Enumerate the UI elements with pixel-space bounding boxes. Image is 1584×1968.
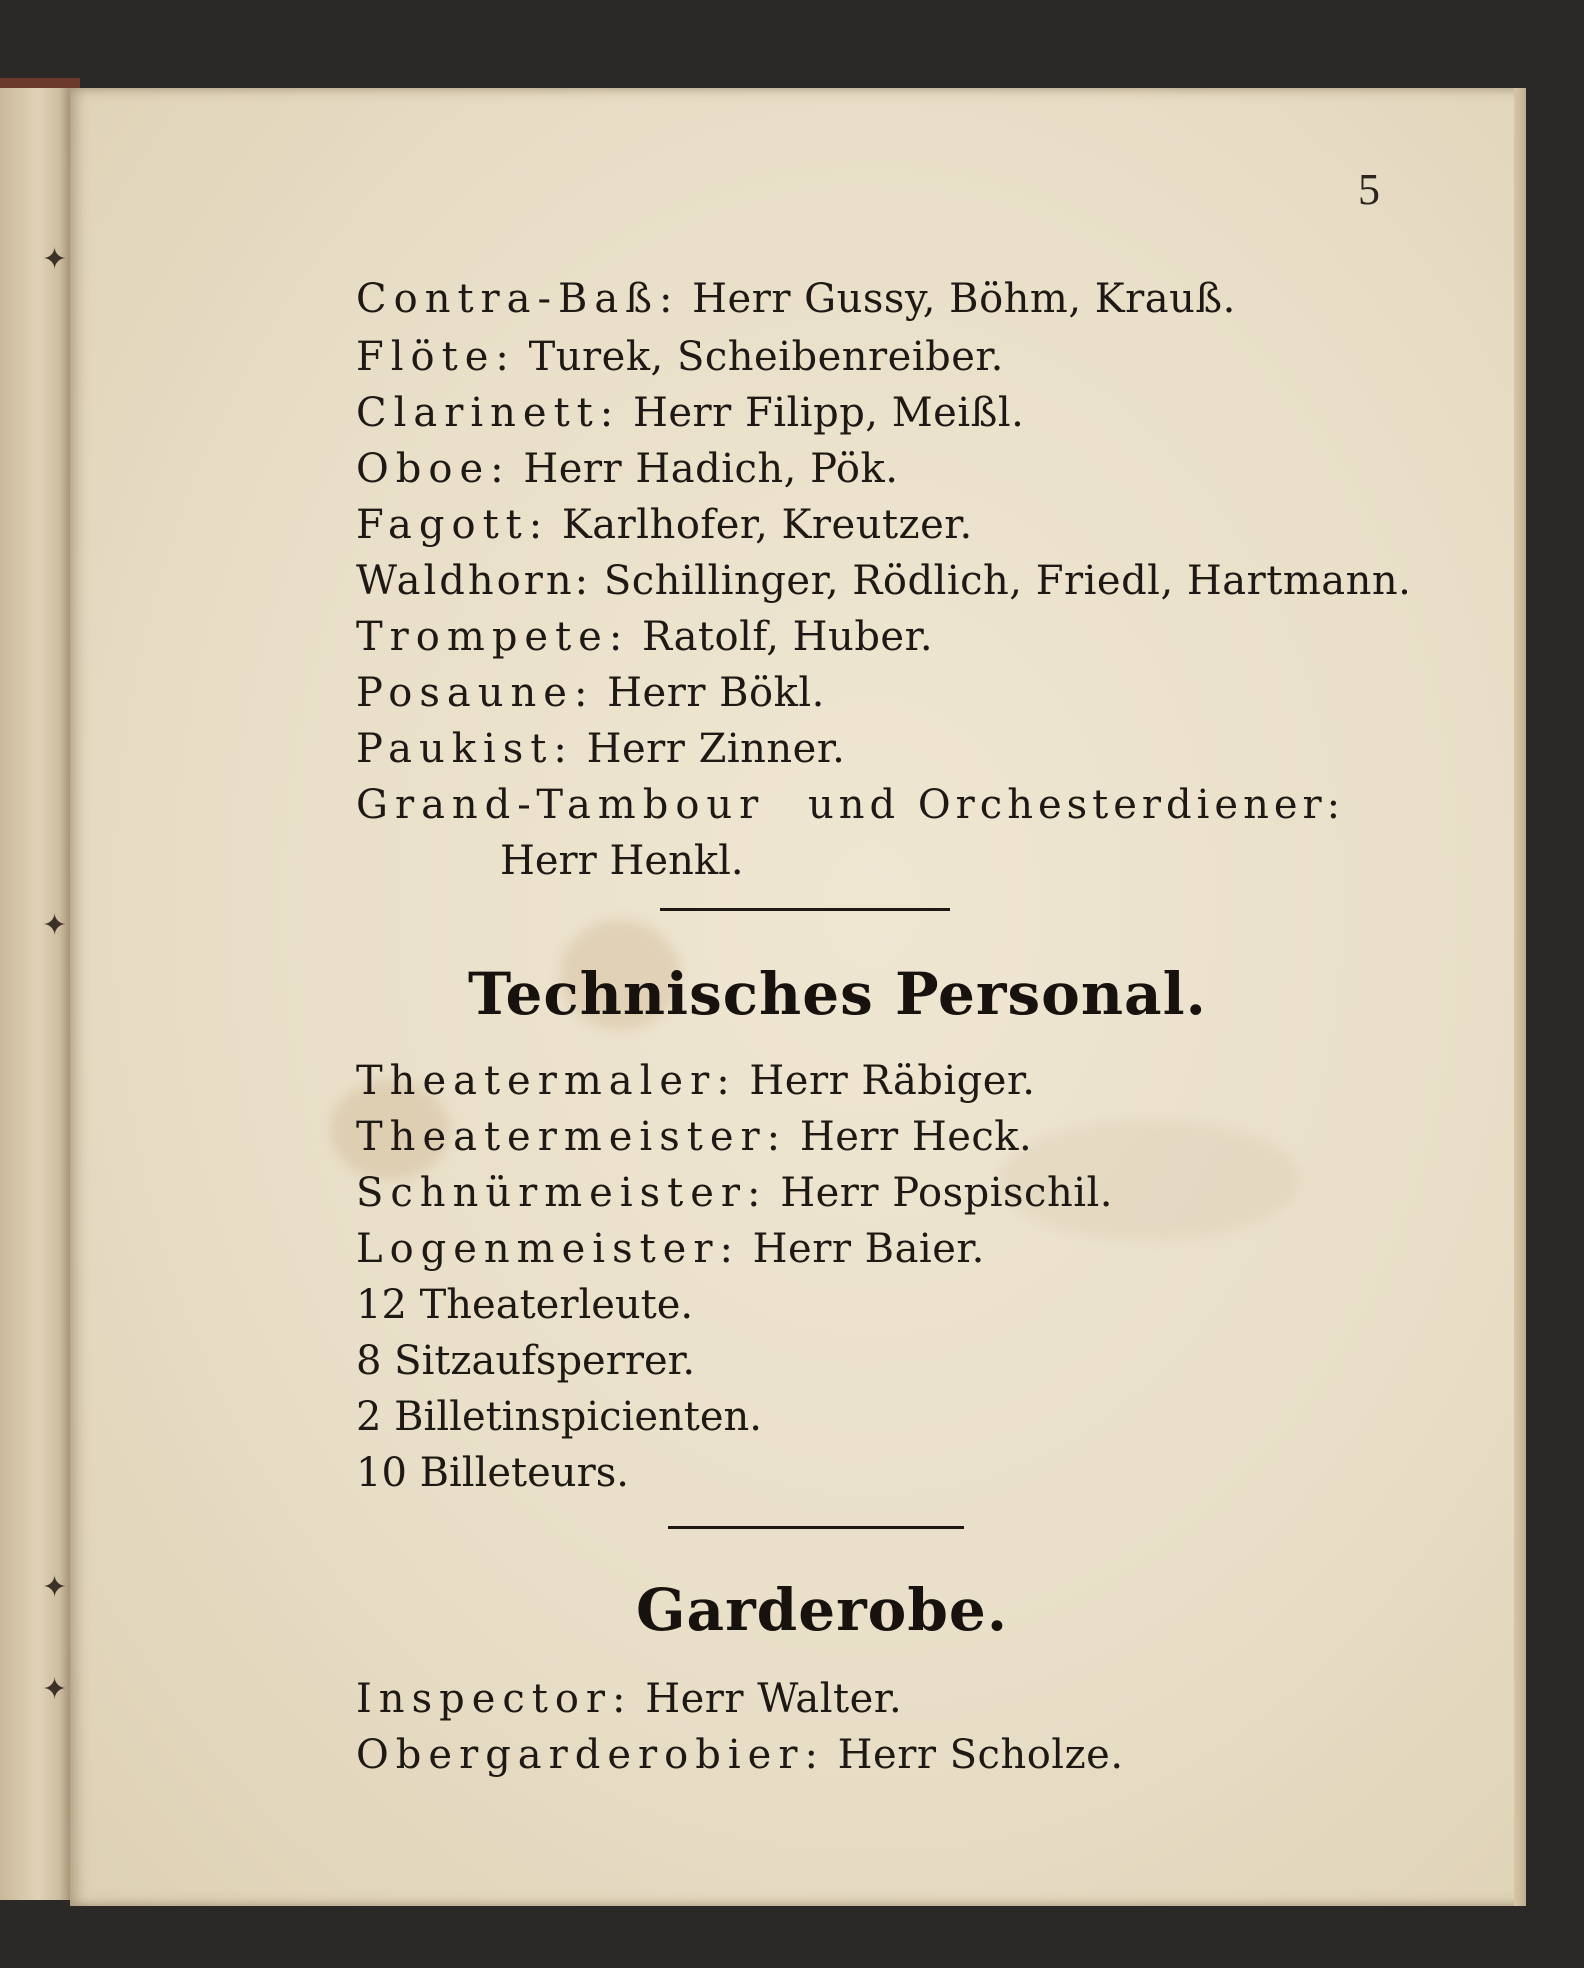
entry-role: Flöte:: [356, 334, 516, 380]
entry-role: Grand-Tambour: [356, 782, 766, 828]
entry-names: Herr Heck.: [799, 1114, 1033, 1160]
entry-role: Logenmeister:: [356, 1226, 740, 1272]
entry-names: Herr Filipp, Meißl.: [632, 390, 1025, 436]
staff-count: 8 Sitzaufsperrer.: [356, 1338, 696, 1384]
binding-edge: [0, 78, 80, 88]
technical-entry: [356, 1166, 1113, 1220]
orchestra-entry: [356, 778, 1345, 832]
entry-role: Paukist:: [356, 726, 574, 772]
entry-role: Contra-Baß:: [356, 276, 680, 322]
technical-entry: [356, 1054, 1035, 1108]
left-page-edge: [0, 78, 72, 1900]
technical-entry: [356, 1222, 985, 1276]
entry-names: Herr Baier.: [752, 1226, 985, 1272]
entry-names: Herr Scholze.: [837, 1732, 1124, 1778]
entry-role: Waldhorn:: [356, 558, 592, 604]
entry-names: Ratolf, Huber.: [642, 614, 934, 660]
entry-names: Herr Walter.: [645, 1676, 903, 1722]
staff-count: 10 Billeteurs.: [356, 1450, 629, 1496]
orchestra-entry: [356, 272, 1236, 326]
section-heading: Garderobe.: [636, 1576, 1009, 1644]
binding-stitch: ✦: [42, 1672, 68, 1707]
entry-role: Obergarderobier:: [356, 1732, 825, 1778]
orchestra-entry: [356, 498, 973, 552]
entry-role: Oboe:: [356, 446, 511, 492]
binding-stitch: ✦: [42, 242, 68, 277]
orchestra-entry: [356, 610, 933, 664]
entry-names: Herr Räbiger.: [749, 1058, 1036, 1104]
orchestra-entry: [356, 330, 1004, 384]
wardrobe-entry: [356, 1672, 902, 1726]
entry-names: Herr Hadich, Pök.: [523, 446, 899, 492]
entry-names: Herr Zinner.: [586, 726, 846, 772]
orchestra-entry: [356, 666, 825, 720]
entry-role: Theatermaler:: [356, 1058, 737, 1104]
page-number: 5: [1358, 165, 1380, 214]
entry-names: Herr Pospischil.: [780, 1170, 1114, 1216]
entry-role: Fagott:: [356, 502, 550, 548]
page-right-edge: [1514, 88, 1526, 1906]
binding-stitch: ✦: [42, 1570, 68, 1605]
entry-names: Turek, Scheibenreiber.: [528, 334, 1004, 380]
entry-role: Clarinett:: [356, 390, 621, 436]
entry-role: Theatermeister:: [356, 1114, 788, 1160]
entry-names: Herr Gussy, Böhm, Krauß.: [692, 276, 1236, 322]
staff-count: 2 Billetinspicienten.: [356, 1394, 763, 1440]
orchestra-entry: [356, 722, 845, 776]
section-divider: [660, 908, 950, 911]
entry-names: Schillinger, Rödlich, Friedl, Hartmann.: [603, 558, 1412, 604]
entry-names: und Orchesterdiener:: [808, 782, 1346, 828]
orchestra-entry: [356, 442, 898, 496]
entry-names: Herr Bökl.: [607, 670, 825, 716]
entry-role: Trompete:: [356, 614, 630, 660]
entry-role: Schnürmeister:: [356, 1170, 768, 1216]
technical-entry: [356, 1110, 1032, 1164]
orchestra-continuation: Herr Henkl.: [500, 838, 744, 884]
wardrobe-entry: [356, 1728, 1124, 1782]
entry-names: Karlhofer, Kreutzer.: [561, 502, 973, 548]
section-heading: Technisches Personal.: [468, 960, 1207, 1028]
binding-stitch: ✦: [42, 908, 68, 943]
entry-role: Posaune:: [356, 670, 595, 716]
orchestra-entry: [356, 554, 1411, 608]
staff-count: 12 Theaterleute.: [356, 1282, 694, 1328]
section-divider: [668, 1526, 964, 1529]
orchestra-entry: [356, 386, 1024, 440]
entry-role: Inspector:: [356, 1676, 633, 1722]
